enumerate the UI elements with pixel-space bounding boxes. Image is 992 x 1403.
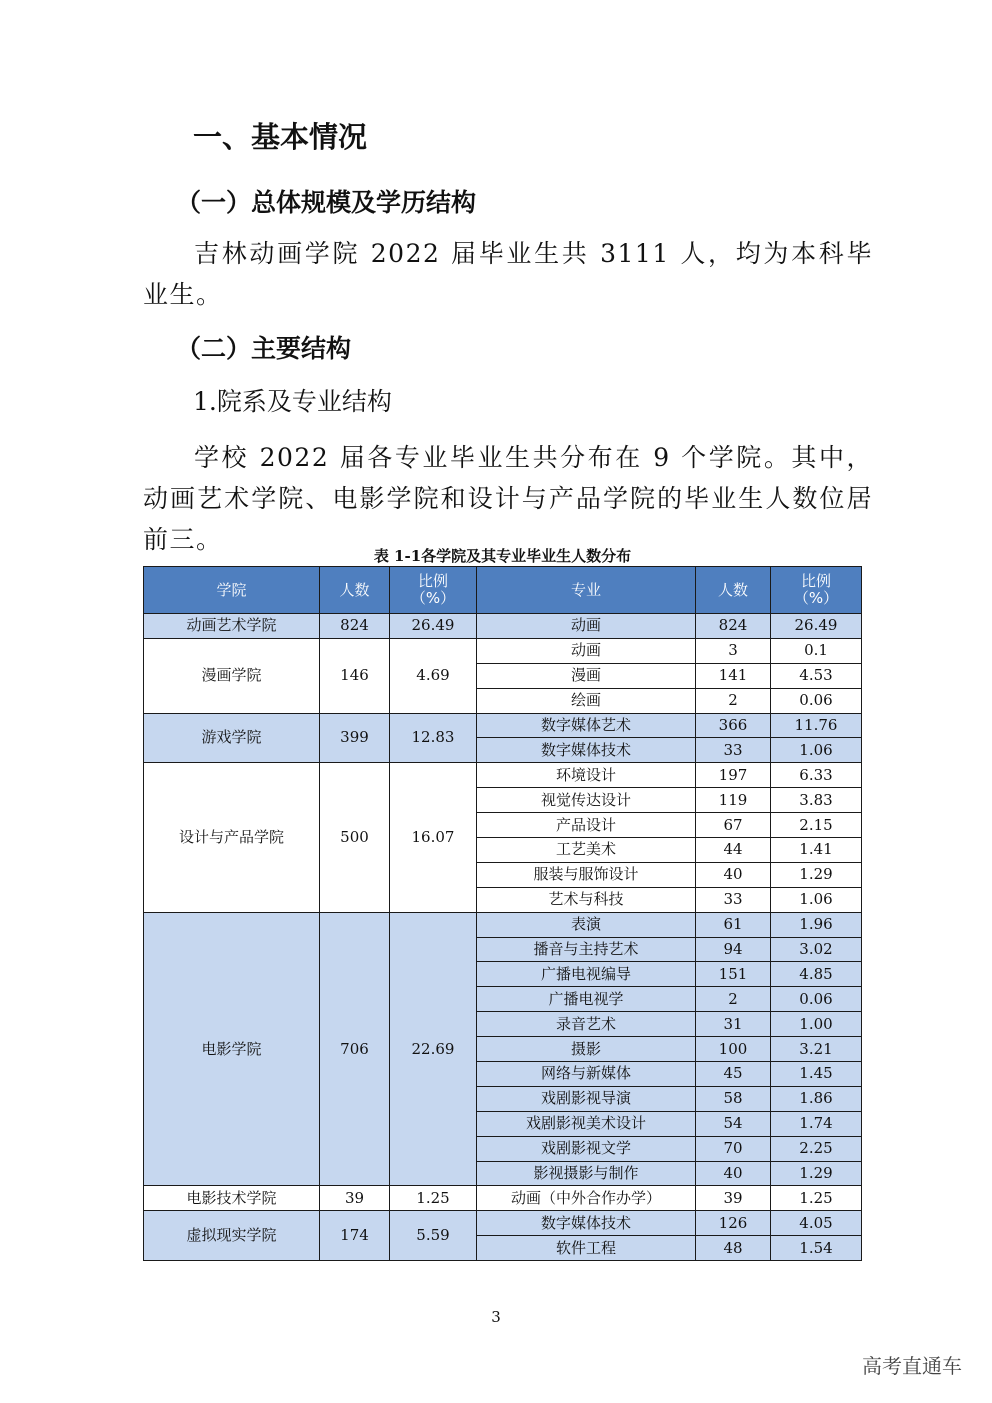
college-name-cell: 设计与产品学院 bbox=[144, 763, 320, 912]
major-count-cell: 119 bbox=[696, 788, 771, 813]
college-ratio-cell: 4.69 bbox=[390, 638, 477, 713]
table-row bbox=[144, 912, 862, 937]
major-name-cell: 数字媒体技术 bbox=[477, 738, 696, 763]
major-ratio-cell: 1.06 bbox=[771, 887, 862, 912]
major-ratio-cell: 0.06 bbox=[771, 688, 862, 713]
college-name-cell: 漫画学院 bbox=[144, 638, 320, 713]
header-major-ratio bbox=[771, 567, 862, 614]
major-name-cell: 录音艺术 bbox=[477, 1012, 696, 1037]
major-ratio-cell: 1.45 bbox=[771, 1062, 862, 1087]
section2-text: 学校 2022 届各专业毕业生共分布在 9 个学院。其中，动画艺术学院、电影学院和设计与产品学院的毕业生人数位居前三。 bbox=[143, 443, 873, 554]
header-ratio-line1: 比例 bbox=[417, 572, 448, 590]
header-ratio-line2: （%） bbox=[410, 589, 456, 607]
header-count: 人数 bbox=[320, 567, 390, 614]
heading-main: 一、基本情况 bbox=[193, 120, 368, 154]
major-count-cell: 70 bbox=[696, 1136, 771, 1161]
major-count-cell: 197 bbox=[696, 763, 771, 788]
section1-title: （一）总体规模及学历结构 bbox=[176, 188, 477, 217]
major-name-cell: 绘画 bbox=[477, 688, 696, 713]
college-count-cell: 500 bbox=[320, 763, 390, 912]
major-count-cell: 3 bbox=[696, 638, 771, 663]
header-major-count: 人数 bbox=[696, 567, 771, 614]
major-ratio-cell: 4.85 bbox=[771, 962, 862, 987]
college-count-cell: 399 bbox=[320, 713, 390, 763]
table-header-row bbox=[144, 567, 862, 614]
subsection-title: 1.院系及专业结构 bbox=[193, 387, 392, 416]
major-ratio-cell: 1.41 bbox=[771, 838, 862, 863]
major-name-cell: 产品设计 bbox=[477, 813, 696, 838]
major-ratio-cell: 2.25 bbox=[771, 1136, 862, 1161]
major-ratio-cell: 1.00 bbox=[771, 1012, 862, 1037]
major-count-cell: 44 bbox=[696, 838, 771, 863]
major-ratio-cell: 3.83 bbox=[771, 788, 862, 813]
college-count-cell: 174 bbox=[320, 1211, 390, 1261]
major-name-cell: 艺术与科技 bbox=[477, 887, 696, 912]
major-ratio-cell: 1.96 bbox=[771, 912, 862, 937]
major-count-cell: 67 bbox=[696, 813, 771, 838]
college-ratio-cell: 22.69 bbox=[390, 912, 477, 1186]
section2-title: （二）主要结构 bbox=[176, 334, 352, 363]
major-name-cell: 动画 bbox=[477, 614, 696, 639]
section1-text: 吉林动画学院 2022 届毕业生共 3111 人，均为本科毕业生。 bbox=[143, 239, 873, 309]
major-name-cell: 摄影 bbox=[477, 1037, 696, 1062]
major-ratio-cell: 1.25 bbox=[771, 1186, 862, 1211]
major-name-cell: 广播电视学 bbox=[477, 987, 696, 1012]
major-ratio-cell: 4.53 bbox=[771, 663, 862, 688]
college-ratio-cell: 5.59 bbox=[390, 1211, 477, 1261]
table-row bbox=[144, 638, 862, 663]
major-ratio-cell: 1.86 bbox=[771, 1086, 862, 1111]
major-name-cell: 数字媒体艺术 bbox=[477, 713, 696, 738]
college-count-cell: 824 bbox=[320, 614, 390, 639]
major-count-cell: 58 bbox=[696, 1086, 771, 1111]
major-ratio-cell: 6.33 bbox=[771, 763, 862, 788]
header-major-ratio-line2: （%） bbox=[793, 589, 839, 607]
table-row bbox=[144, 763, 862, 788]
college-name-cell: 游戏学院 bbox=[144, 713, 320, 763]
major-count-cell: 2 bbox=[696, 688, 771, 713]
major-ratio-cell: 1.06 bbox=[771, 738, 862, 763]
header-ratio bbox=[390, 567, 477, 614]
table-row bbox=[144, 713, 862, 738]
major-count-cell: 61 bbox=[696, 912, 771, 937]
major-count-cell: 54 bbox=[696, 1111, 771, 1136]
major-ratio-cell: 1.29 bbox=[771, 862, 862, 887]
header-major-ratio-line1: 比例 bbox=[800, 572, 831, 590]
major-ratio-cell: 4.05 bbox=[771, 1211, 862, 1236]
major-name-cell: 服装与服饰设计 bbox=[477, 862, 696, 887]
major-count-cell: 31 bbox=[696, 1012, 771, 1037]
watermark: 高考直通车 bbox=[862, 1354, 962, 1378]
major-name-cell: 表演 bbox=[477, 912, 696, 937]
college-name-cell: 虚拟现实学院 bbox=[144, 1211, 320, 1261]
major-ratio-cell: 3.21 bbox=[771, 1037, 862, 1062]
major-ratio-cell: 26.49 bbox=[771, 614, 862, 639]
major-name-cell: 网络与新媒体 bbox=[477, 1062, 696, 1087]
major-name-cell: 播音与主持艺术 bbox=[477, 937, 696, 962]
major-ratio-cell: 2.15 bbox=[771, 813, 862, 838]
table-caption: 表 1-1各学院及其专业毕业生人数分布 bbox=[373, 547, 632, 565]
college-count-cell: 706 bbox=[320, 912, 390, 1186]
major-count-cell: 141 bbox=[696, 663, 771, 688]
college-count-cell: 146 bbox=[320, 638, 390, 713]
college-ratio-cell: 16.07 bbox=[390, 763, 477, 912]
major-name-cell: 动画（中外合作办学） bbox=[477, 1186, 696, 1211]
major-ratio-cell: 1.74 bbox=[771, 1111, 862, 1136]
major-ratio-cell: 1.54 bbox=[771, 1236, 862, 1261]
page-number: 3 bbox=[491, 1308, 501, 1326]
header-college: 学院 bbox=[144, 567, 320, 614]
major-count-cell: 33 bbox=[696, 738, 771, 763]
major-count-cell: 824 bbox=[696, 614, 771, 639]
college-name-cell: 电影学院 bbox=[144, 912, 320, 1186]
header-major: 专业 bbox=[477, 567, 696, 614]
table-body bbox=[144, 614, 862, 1261]
major-name-cell: 视觉传达设计 bbox=[477, 788, 696, 813]
major-ratio-cell: 3.02 bbox=[771, 937, 862, 962]
college-count-cell: 39 bbox=[320, 1186, 390, 1211]
major-name-cell: 戏剧影视导演 bbox=[477, 1086, 696, 1111]
college-name-cell: 电影技术学院 bbox=[144, 1186, 320, 1211]
college-ratio-cell: 12.83 bbox=[390, 713, 477, 763]
major-count-cell: 40 bbox=[696, 862, 771, 887]
major-name-cell: 环境设计 bbox=[477, 763, 696, 788]
major-count-cell: 39 bbox=[696, 1186, 771, 1211]
college-ratio-cell: 1.25 bbox=[390, 1186, 477, 1211]
major-count-cell: 100 bbox=[696, 1037, 771, 1062]
major-name-cell: 数字媒体技术 bbox=[477, 1211, 696, 1236]
major-count-cell: 366 bbox=[696, 713, 771, 738]
college-name-cell: 动画艺术学院 bbox=[144, 614, 320, 639]
major-ratio-cell: 11.76 bbox=[771, 713, 862, 738]
major-name-cell: 戏剧影视美术设计 bbox=[477, 1111, 696, 1136]
major-count-cell: 94 bbox=[696, 937, 771, 962]
major-count-cell: 126 bbox=[696, 1211, 771, 1236]
major-name-cell: 广播电视编导 bbox=[477, 962, 696, 987]
major-name-cell: 戏剧影视文学 bbox=[477, 1136, 696, 1161]
major-name-cell: 漫画 bbox=[477, 663, 696, 688]
major-name-cell: 动画 bbox=[477, 638, 696, 663]
major-count-cell: 48 bbox=[696, 1236, 771, 1261]
major-count-cell: 45 bbox=[696, 1062, 771, 1087]
table-row bbox=[144, 614, 862, 639]
major-count-cell: 33 bbox=[696, 887, 771, 912]
graduate-distribution-table bbox=[143, 566, 862, 1261]
major-count-cell: 2 bbox=[696, 987, 771, 1012]
major-ratio-cell: 0.1 bbox=[771, 638, 862, 663]
major-count-cell: 151 bbox=[696, 962, 771, 987]
table-row bbox=[144, 1211, 862, 1236]
major-ratio-cell: 0.06 bbox=[771, 987, 862, 1012]
college-ratio-cell: 26.49 bbox=[390, 614, 477, 639]
major-ratio-cell: 1.29 bbox=[771, 1161, 862, 1186]
major-count-cell: 40 bbox=[696, 1161, 771, 1186]
major-name-cell: 工艺美术 bbox=[477, 838, 696, 863]
major-name-cell: 影视摄影与制作 bbox=[477, 1161, 696, 1186]
table-row bbox=[144, 1186, 862, 1211]
major-name-cell: 软件工程 bbox=[477, 1236, 696, 1261]
